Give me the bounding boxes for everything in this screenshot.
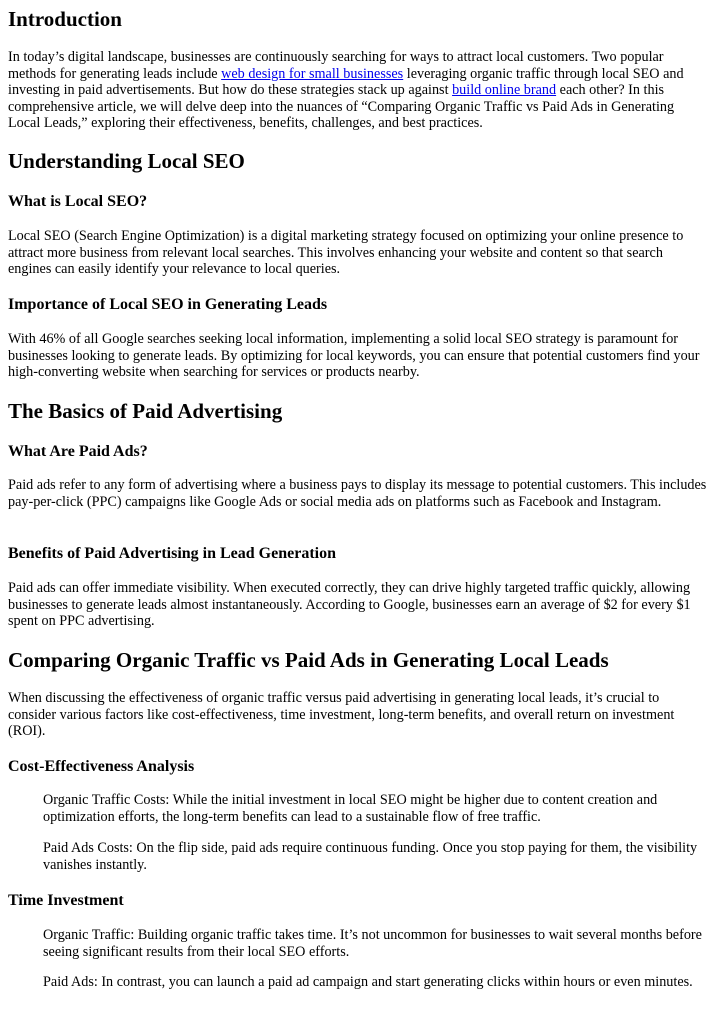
organic-traffic-time-item: Organic Traffic: Building organic traffic takes time. It’s not uncommon for businesses to wait several months before seeing significant results from their local SEO efforts. xyxy=(43,927,702,960)
what-is-local-seo-heading: What is Local SEO? xyxy=(8,193,148,210)
importance-local-seo-paragraph: With 46% of all Google searches seeking local information, implementing a solid local SEO strategy is paramount for businesses looking to generate leads. By optimizing for local keywords, you can ensure that potential customers find your high-converting website when searching for services or products nearby. xyxy=(8,331,700,380)
benefits-paid-advertising-heading: Benefits of Paid Advertising in Lead Generation xyxy=(8,545,336,562)
importance-local-seo-heading: Importance of Local SEO in Generating Leads xyxy=(8,296,328,313)
basics-paid-advertising-heading: The Basics of Paid Advertising xyxy=(8,399,283,423)
benefits-paid-advertising-paragraph: Paid ads can offer immediate visibility. When executed correctly, they can drive highly targeted traffic quickly, allowing businesses to generate leads almost instantaneously. According to Google, businesses earn an average of $2 for every $1 spent on PPC advertising. xyxy=(8,580,691,629)
comparing-paragraph: When discussing the effectiveness of organic traffic versus paid advertising in generating local leads, it’s crucial to consider various factors like cost-effectiveness, time investment, long-term benefits, and overall return on investment (ROI). xyxy=(8,690,675,739)
comparing-heading: Comparing Organic Traffic vs Paid Ads in Generating Local Leads xyxy=(8,648,609,672)
introduction-heading: Introduction xyxy=(8,7,122,31)
what-are-paid-ads-paragraph: Paid ads refer to any form of advertising where a business pays to display its message to potential customers. This includes pay-per-click (PPC) campaigns like Google Ads or social media ads on platforms such as Facebook and Instagram. xyxy=(8,477,707,510)
introduction-paragraph xyxy=(8,49,708,132)
paid-ads-time-item: Paid Ads: In contrast, you can launch a paid ad campaign and start generating clicks within hours or even minutes. xyxy=(43,974,693,990)
introduction-text-3: each other? In this comprehensive article, we will delve deep into the nuances of “Comparing Organic Traffic vs Paid Ads in Generating Local Leads,” exploring their effectiveness, benefits, challenges, and best practices. xyxy=(8,82,675,131)
introduction-text-1: In today’s digital landscape, businesses are continuously searching for ways to attract local customers. Two popular methods for generating leads include xyxy=(8,49,664,82)
time-investment-heading: Time Investment xyxy=(8,892,124,909)
what-is-local-seo-paragraph: Local SEO (Search Engine Optimization) is a digital marketing strategy focused on optimizing your online presence to attract more business from relevant local searches. This involves enhancing your website and content so that search engines can easily identify your relevance to local queries. xyxy=(8,228,684,277)
organic-traffic-costs-item: Organic Traffic Costs: While the initial investment in local SEO might be higher due to content creation and optimization efforts, the long-term benefits can lead to a sustainable flow of free traffic. xyxy=(43,792,658,825)
cost-effectiveness-heading: Cost-Effectiveness Analysis xyxy=(8,758,195,775)
introduction-text-2: leveraging organic traffic through local SEO and investing in paid advertisements. But how do these strategies stack up against xyxy=(8,65,684,98)
paid-ads-costs-item: Paid Ads Costs: On the flip side, paid ads require continuous funding. Once you stop paying for them, the visibility vanishes instantly. xyxy=(43,840,698,873)
web-design-link[interactable]: web design for small businesses xyxy=(221,65,404,82)
what-are-paid-ads-heading: What Are Paid Ads? xyxy=(8,443,148,460)
understanding-local-seo-heading: Understanding Local SEO xyxy=(8,149,245,173)
build-online-brand-link[interactable]: build online brand xyxy=(452,82,557,98)
